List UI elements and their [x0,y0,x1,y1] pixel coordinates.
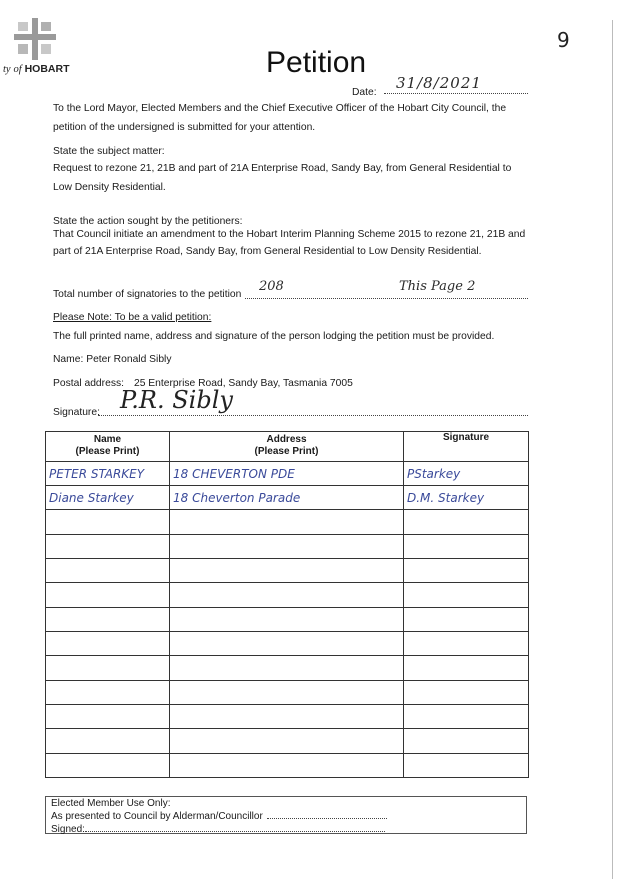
header-signature: Signature [404,432,529,462]
total-line [245,298,528,299]
scan-edge-line [612,20,613,879]
table-row [46,729,529,753]
lodger-name: Name: Peter Ronald Sibly [53,354,172,365]
elected-member-box [45,796,527,834]
lodger-signature: P.R. Sibly [120,386,233,414]
header-name: Name (Please Print) [46,432,170,462]
table-row [46,704,529,728]
row-name: PETER STARKEY [46,461,170,485]
note-heading: Please Note: To be a valid petition: [53,312,212,323]
intro-paragraph: To the Lord Mayor, Elected Members and the Chief Executive Officer of the Hobart City Council, the petition of the undersigned is submitted for your attention. [53,103,507,133]
subject-text: Request to rezone 21, 21B and part of 21A Enterprise Road, Sandy Bay, from General Residential to Low Density Residential. [53,163,512,193]
table-row [46,753,529,777]
logo-wordmark: ty of HOBART [3,63,70,75]
elected-presented: As presented to Council by Alderman/Councillor [51,810,521,823]
row-name: Diane Starkey [46,486,170,510]
table-row [46,656,529,680]
elected-signed: Signed: [51,823,521,836]
table-header-row [46,432,529,462]
header-address: Address (Please Print) [170,432,404,462]
total-value: 208 [259,279,284,294]
table-row [46,607,529,631]
signature-line [98,415,528,416]
action-label: State the action sought by the petitioners: [53,216,243,227]
note-text: The full printed name, address and signature of the person lodging the petition must be provided. [53,331,495,342]
this-page-count: This Page 2 [399,279,476,294]
date-line [384,93,528,94]
table-row [46,632,529,656]
table-row [46,486,529,510]
row-address: 18 Cheverton Parade [170,486,404,510]
subject-label: State the subject matter: [53,146,165,157]
elected-heading: Elected Member Use Only: [51,798,171,809]
date-value: 31/8/2021 [396,74,482,92]
total-label: Total number of signatories to the petition [53,289,242,300]
signatories-table [45,431,529,778]
lodger-postal: Postal address: 25 Enterprise Road, Sandy Bay, Tasmania 7005 [53,378,353,389]
hobart-crest-logo-icon [12,18,58,60]
table-row [46,461,529,485]
table-row [46,680,529,704]
table-row [46,559,529,583]
row-signature: D.M. Starkey [404,486,529,510]
table-row [46,510,529,534]
row-signature: PStarkey [404,461,529,485]
page-number: 9 [557,28,570,52]
date-label: Date: [352,87,377,98]
action-text: That Council initiate an amendment to the Hobart Interim Planning Scheme 2015 to rezone 21, 21B and part of 21A Enterprise Road, Sandy Bay, from General Residential to Low Density Residential. [53,229,526,257]
page-title: Petition [266,46,367,79]
table-row [46,534,529,558]
signature-label: Signature: [53,407,100,418]
table-row [46,583,529,607]
row-address: 18 CHEVERTON PDE [170,461,404,485]
